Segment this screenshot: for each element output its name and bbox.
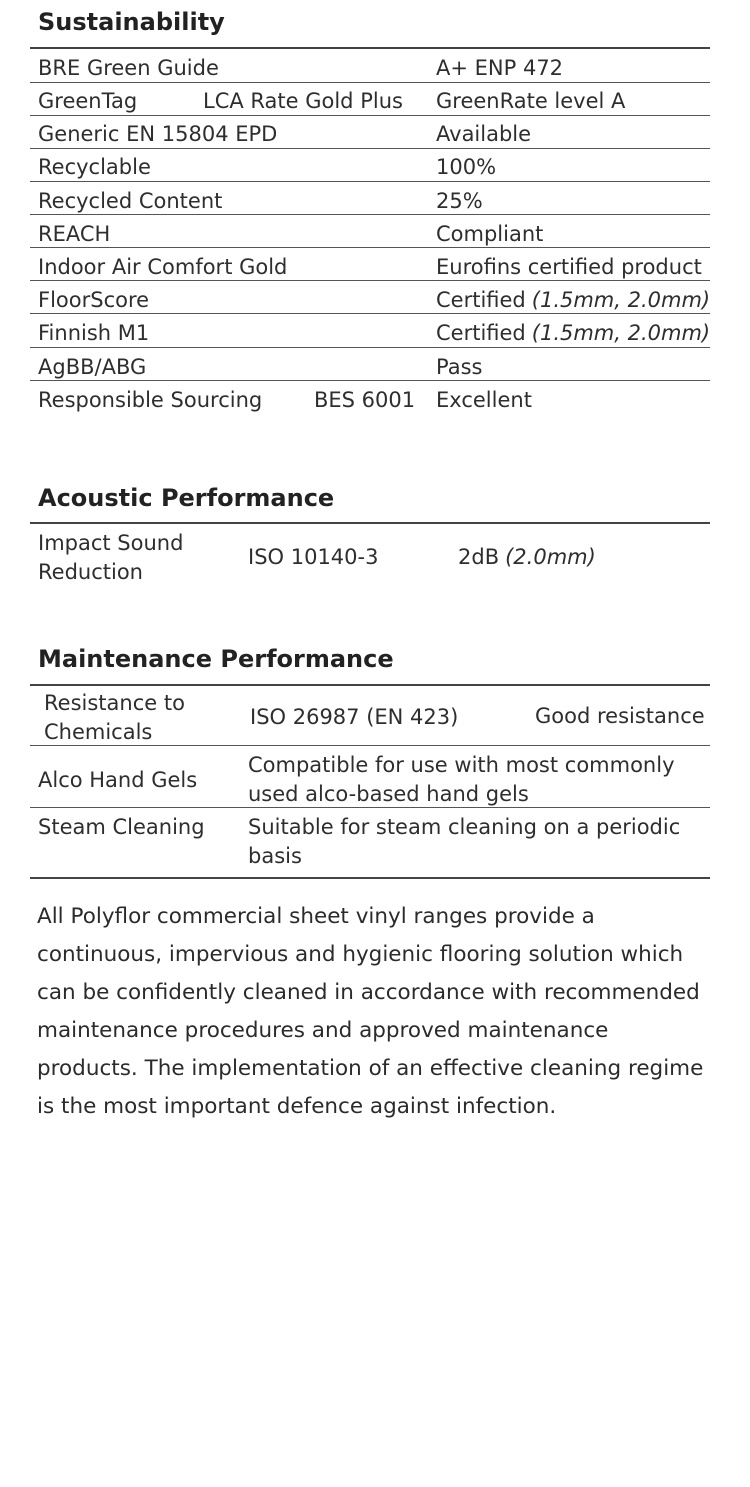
divider (30, 347, 710, 348)
divider (30, 745, 710, 746)
row-standard: ISO 10140-3 (248, 545, 379, 569)
row-mid: BES 6001 (314, 388, 416, 412)
divider (30, 148, 710, 149)
divider (30, 684, 710, 686)
row-value: Eurofins certified product (436, 255, 702, 279)
row-label: Finnish M1 (38, 321, 150, 345)
row-value: Pass (436, 355, 483, 379)
acoustic-heading: Acoustic Performance (38, 484, 335, 512)
row-label: Steam Cleaning (38, 815, 205, 839)
row-description: Suitable for steam cleaning on a periodic basis (248, 815, 681, 868)
row-label: Recycled Content (38, 189, 223, 213)
divider (30, 82, 710, 83)
row-label: AgBB/ABG (38, 355, 147, 379)
row-value: Certified (436, 288, 526, 312)
row-label: Alco Hand Gels (38, 768, 198, 792)
row-value: Good resistance (535, 704, 705, 728)
divider (30, 247, 710, 248)
row-label: Impact Sound Reduction (38, 531, 184, 584)
divider (30, 214, 710, 215)
row-mid: LCA Rate Gold Plus (203, 89, 403, 113)
divider (30, 47, 710, 49)
row-label: BRE Green Guide (38, 56, 219, 80)
row-label: Resistance to Chemicals (44, 691, 185, 744)
row-label: Responsible Sourcing (38, 388, 263, 412)
row-note: (1.5mm, 2.0mm) (531, 288, 711, 312)
row-value: 100% (436, 155, 497, 179)
row-description: Compatible for use with most commonly used alco-based hand gels (248, 753, 675, 806)
row-value-wrap (436, 286, 710, 314)
row-label: FloorScore (38, 288, 150, 312)
row-label: Recyclable (38, 155, 151, 179)
hygiene-paragraph: All Polyflor commercial sheet vinyl ranges provide a continuous, impervious and hygienic flooring solution which can be confidently cleaned in accordance with recommended maintenance procedures and approved maintenance products. The implementation of an effective cleaning regime is the most important defence against infection. (37, 904, 704, 1119)
row-value: 2dB (458, 545, 500, 569)
row-value-wrap (458, 543, 596, 571)
row-value: Excellent (436, 388, 532, 412)
row-note: (1.5mm, 2.0mm) (531, 321, 711, 345)
row-label: REACH (38, 222, 111, 246)
divider (30, 877, 710, 879)
divider (30, 313, 710, 314)
maintenance-heading: Maintenance Performance (38, 645, 394, 673)
row-value: GreenRate level A (436, 89, 626, 113)
divider (30, 115, 710, 116)
row-value: A+ ENP 472 (436, 56, 564, 80)
row-note: (2.0mm) (505, 545, 596, 569)
row-value: Compliant (436, 222, 544, 246)
row-value: Available (436, 122, 532, 146)
row-value: 25% (436, 189, 483, 213)
row-value: Certified (436, 321, 526, 345)
divider (30, 181, 710, 182)
sustainability-heading: Sustainability (38, 8, 225, 36)
divider (30, 807, 710, 808)
divider (30, 380, 710, 381)
divider (30, 280, 710, 281)
row-value-wrap (436, 319, 710, 347)
divider (30, 522, 710, 524)
row-label: Generic EN 15804 EPD (38, 122, 278, 146)
row-standard: ISO 26987 (EN 423) (250, 705, 459, 729)
row-label: GreenTag (38, 89, 138, 113)
row-label: Indoor Air Comfort Gold (38, 255, 288, 279)
